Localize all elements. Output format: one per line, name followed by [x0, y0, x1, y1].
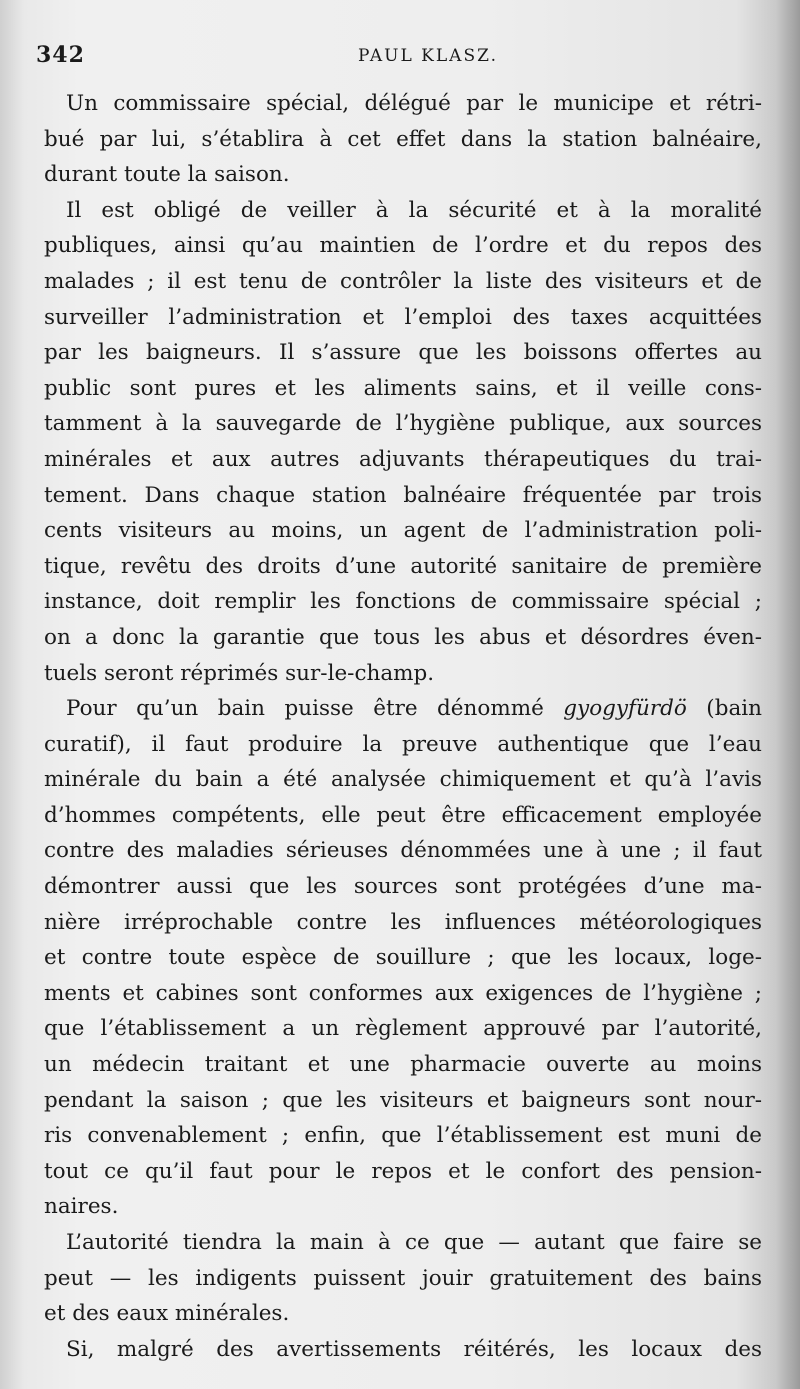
text-line: tamment à la sauvegarde de l’hygiène publique, aux sources [44, 411, 762, 437]
text-line: démontrer aussi que les sources sont protégées d’une ma- [44, 874, 762, 900]
text-line: Il est obligé de veiller à la sécurité et à la moralité [66, 197, 762, 223]
running-head: PAUL KLASZ. [358, 46, 499, 66]
text-line: tement. Dans chaque station balnéaire fréquentée par trois [44, 482, 762, 508]
text-line: public sont pures et les aliments sains, et il veille cons- [44, 375, 762, 401]
text-line: et des eaux minérales. [44, 1301, 290, 1327]
text-line: publiques, ainsi qu’au maintien de l’ordre et du repos des [44, 233, 762, 259]
text-line: instance, doit remplir les fonctions de commissaire spécial ; [44, 589, 762, 615]
text-line: et contre toute espèce de souillure ; que les locaux, loge- [44, 945, 762, 971]
page-number: 342 [36, 42, 85, 68]
text-line: surveiller l’administration et l’emploi des taxes acquittées [44, 304, 762, 330]
text-line: tuels seront réprimés sur-le-champ. [44, 660, 435, 686]
text-line: tique, revêtu des droits d’une autorité sanitaire de première [44, 553, 762, 579]
paragraph [44, 691, 762, 1225]
text-line: ments et cabines sont conformes aux exigences de l’hygiène ; [44, 980, 762, 1006]
italic-term-prefix: Pour qu’un bain puisse être dénommé gyogyfürdö (bain [66, 696, 762, 722]
text-line: minérales et aux autres adjuvants thérapeutiques du trai- [44, 446, 762, 472]
paragraph [44, 1332, 762, 1368]
text-line: bué par lui, s’établira à cet effet dans la station balnéaire, [44, 126, 762, 152]
paragraph [44, 1225, 762, 1332]
text-line: durant toute la saison. [44, 162, 290, 188]
text-line: curatif), il faut produire la preuve authentique que l’eau [44, 731, 762, 757]
text-line: cents visiteurs au moins, un agent de l’administration poli- [44, 518, 762, 544]
text-line: tout ce qu’il faut pour le repos et le confort des pension- [44, 1158, 762, 1184]
text-line: Un commissaire spécial, délégué par le municipe et rétri- [66, 91, 762, 116]
paragraph [44, 86, 762, 193]
text-line: pendant la saison ; que les visiteurs et baigneurs sont nour- [44, 1087, 762, 1113]
text-line: Si, malgré des avertissements réitérés, les locaux des [66, 1336, 762, 1362]
text-line: nière irréprochable contre les influences météorologiques [44, 909, 762, 935]
text-line-with-italic [44, 691, 762, 727]
text-line: par les baigneurs. Il s’assure que les boissons offertes au [44, 340, 762, 366]
text-line: L’autorité tiendra la main à ce que — autant que faire se [66, 1230, 762, 1255]
text-line: contre des maladies sérieuses dénommées une à une ; il faut [44, 838, 762, 864]
paragraph [44, 193, 762, 691]
page-header [36, 42, 760, 72]
body-text [44, 86, 762, 1367]
text-line: d’hommes compétents, elle peut être efficacement employée [44, 802, 762, 828]
text-line: naires. [44, 1194, 119, 1220]
text-line: malades ; il est tenu de contrôler la liste des visiteurs et de [44, 268, 762, 294]
text-line: ris convenablement ; enfin, que l’établissement est muni de [44, 1123, 762, 1149]
text-line: minérale du bain a été analysée chimiquement et qu’à l’avis [44, 767, 762, 793]
text-line: peut — les indigents puissent jouir gratuitement des bains [44, 1265, 762, 1291]
italic-term: gyogyfürdö [563, 696, 687, 722]
text-line: on a donc la garantie que tous les abus et désordres éven- [44, 624, 762, 650]
text-line: que l’établissement a un règlement approuvé par l’autorité, [44, 1016, 762, 1042]
text-line: un médecin traitant et une pharmacie ouverte au moins [44, 1052, 762, 1078]
